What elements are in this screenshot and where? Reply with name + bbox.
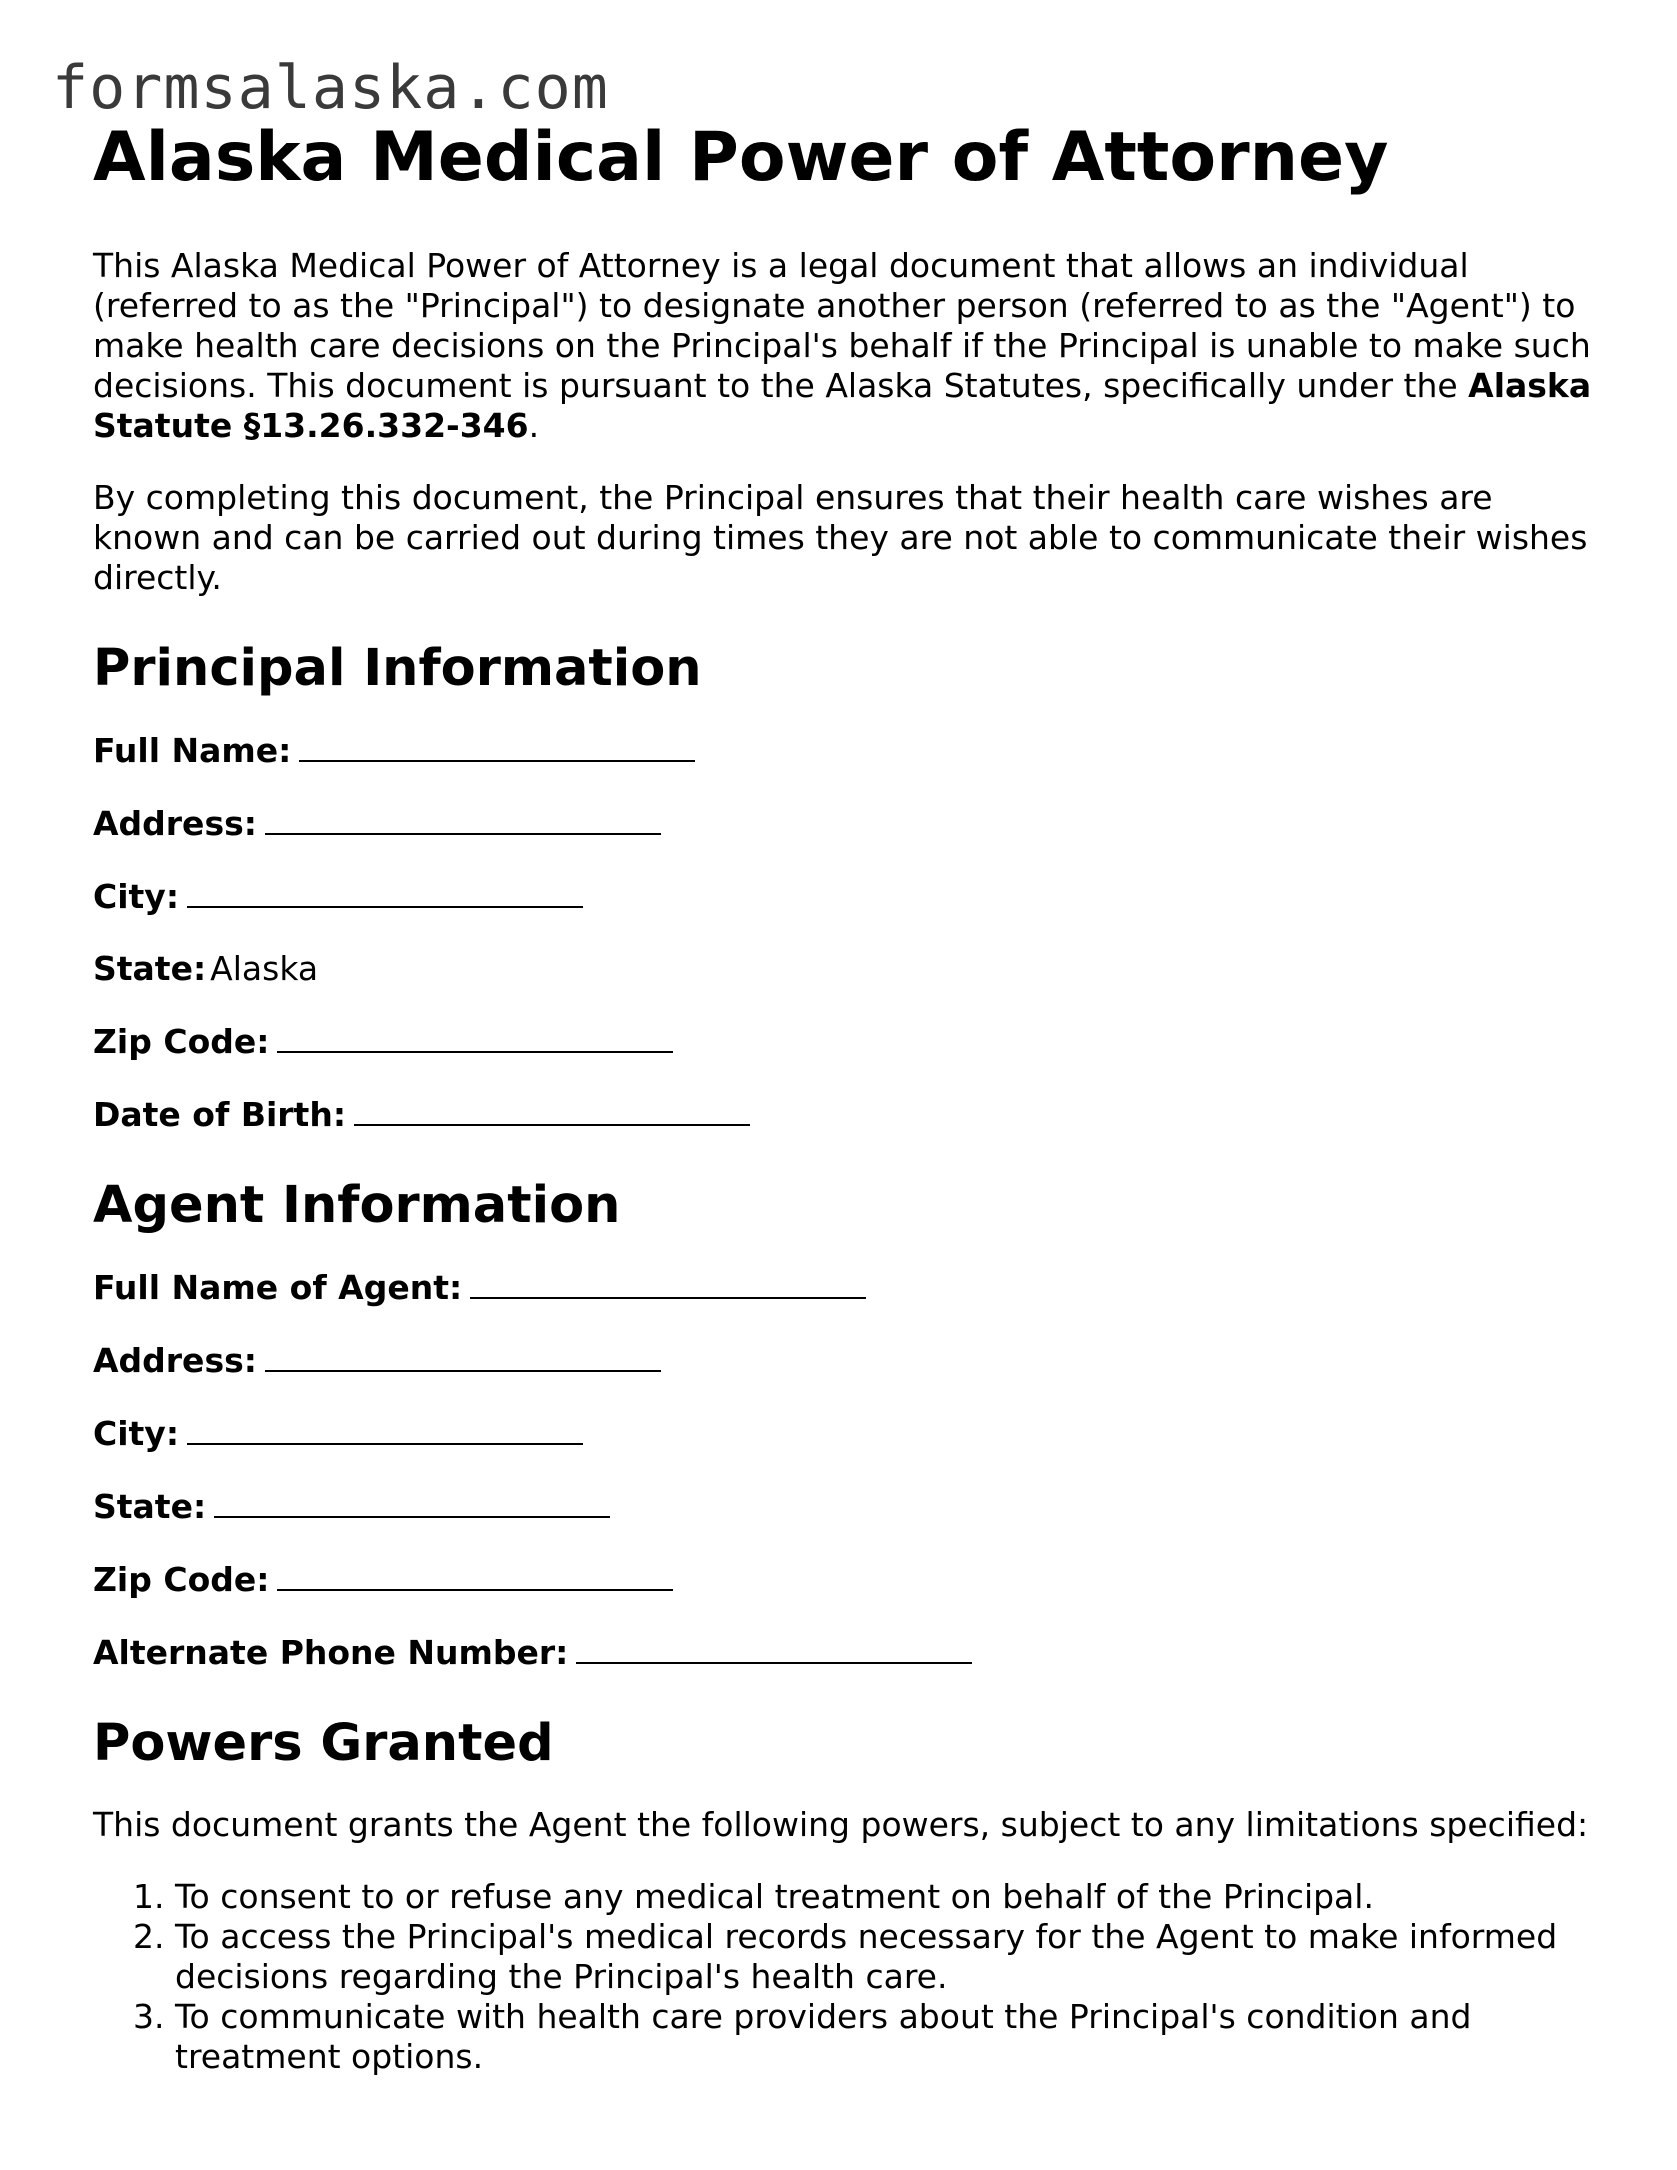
principal-state-label: State:: [93, 949, 207, 988]
principal-city-field: [93, 876, 1593, 917]
powers-list-item: 2. To access the Principal's medical records necessary for the Agent to make informed decisions regarding the Principal's health care.: [175, 1917, 1593, 1997]
principal-city-label: City:: [93, 877, 180, 916]
agent-zip-label: Zip Code:: [93, 1560, 270, 1599]
agent-full-name-field: [93, 1267, 1593, 1308]
principal-full-name-field: [93, 730, 1593, 771]
principal-address-blank[interactable]: [265, 803, 661, 835]
principal-heading: Principal Information: [93, 639, 702, 698]
agent-full-name-blank[interactable]: [470, 1267, 866, 1299]
principal-address-label: Address:: [93, 804, 257, 843]
agent-state-blank[interactable]: [214, 1486, 610, 1518]
powers-intro: This document grants the Agent the following powers, subject to any limitations specified:: [93, 1805, 1589, 1844]
principal-full-name-label: Full Name:: [93, 731, 292, 770]
principal-city-blank[interactable]: [187, 876, 583, 908]
agent-city-field: [93, 1413, 1593, 1454]
principal-dob-field: [93, 1094, 1593, 1135]
principal-full-name-blank[interactable]: [299, 730, 695, 762]
principal-state-field: [93, 949, 1593, 989]
principal-zip-blank[interactable]: [277, 1021, 673, 1053]
document-body: [93, 118, 1593, 2077]
intro-paragraph-2: By completing this document, the Principal ensures that their health care wishes are known and can be carried out during times they are not able to communicate their wishes directly.: [93, 478, 1588, 597]
document-title: Alaska Medical Power of Attorney: [93, 118, 1389, 197]
statute-reference: Alaska Statute §13.26.332-346: [93, 366, 1592, 445]
agent-address-label: Address:: [93, 1341, 257, 1380]
intro-paragraph-1: [93, 246, 1593, 446]
principal-address-field: [93, 803, 1593, 844]
agent-address-field: [93, 1340, 1593, 1381]
intro-text: This Alaska Medical Power of Attorney is a legal document that allows an individual (referred to as the "Principal") to designate another person (referred to as the "Agent") to make health care decisions on the Principal's behalf if the Principal is unable to make such decisions. This document is pursuant to the Alaska Statutes, specifically under the: [93, 246, 1591, 405]
powers-heading: Powers Granted: [93, 1714, 554, 1773]
agent-zip-blank[interactable]: [277, 1559, 673, 1591]
agent-address-blank[interactable]: [265, 1340, 661, 1372]
agent-city-blank[interactable]: [187, 1413, 583, 1445]
powers-list-item: 1. To consent to or refuse any medical treatment on behalf of the Principal.: [175, 1877, 1593, 1917]
intro-period: .: [528, 406, 540, 445]
powers-list: [93, 1877, 1593, 2077]
agent-heading: Agent Information: [93, 1176, 621, 1235]
principal-dob-blank[interactable]: [354, 1094, 750, 1126]
powers-list-item: 3. To communicate with health care providers about the Principal's condition and treatment options.: [175, 1997, 1593, 2077]
agent-city-label: City:: [93, 1414, 180, 1453]
agent-state-label: State:: [93, 1487, 207, 1526]
agent-alt-phone-blank[interactable]: [576, 1632, 972, 1664]
agent-state-field: [93, 1486, 1593, 1527]
principal-state-value: Alaska: [210, 949, 319, 988]
agent-alt-phone-label: Alternate Phone Number:: [93, 1633, 569, 1672]
principal-dob-label: Date of Birth:: [93, 1095, 347, 1134]
agent-full-name-label: Full Name of Agent:: [93, 1268, 463, 1307]
principal-zip-label: Zip Code:: [93, 1022, 270, 1061]
principal-zip-field: [93, 1021, 1593, 1062]
agent-zip-field: [93, 1559, 1593, 1600]
site-watermark: formsalaska.com: [52, 53, 609, 123]
agent-alt-phone-field: [93, 1632, 1593, 1673]
